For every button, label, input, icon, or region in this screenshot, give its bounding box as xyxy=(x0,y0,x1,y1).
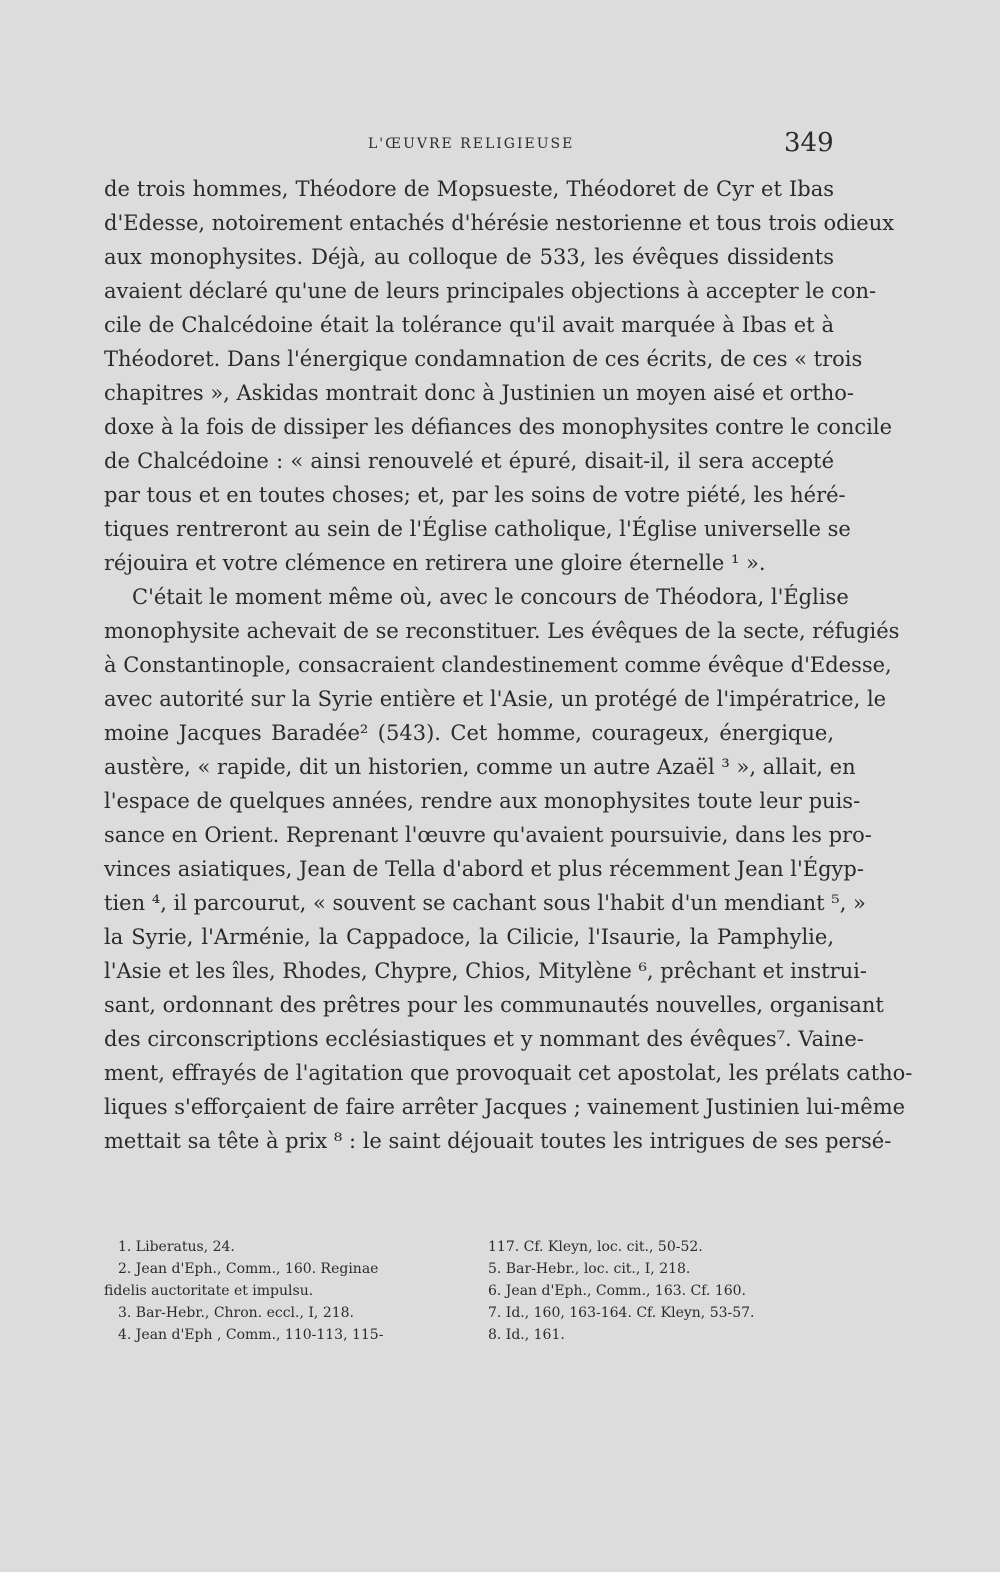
body-line: de trois hommes, Théodore de Mopsueste, Théodoret de Cyr et Ibas xyxy=(104,177,834,201)
body-line: réjouira et votre clémence en retirera une gloire éternelle ¹ ». xyxy=(104,551,766,575)
body-line: aux monophysites. Déjà, au colloque de 533, les évêques dissidents xyxy=(104,245,834,269)
body-line: chapitres », Askidas montrait donc à Justinien un moyen aisé et ortho- xyxy=(104,381,855,405)
footnote: 7. Id., 160, 163-164. Cf. Kleyn, 53-57. xyxy=(488,1305,755,1321)
body-line: à Constantinople, consacraient clandestinement comme évêque d'Edesse, xyxy=(104,653,892,677)
footnote: 2. Jean d'Eph., Comm., 160. Reginae xyxy=(118,1261,379,1277)
body-line: cile de Chalcédoine était la tolérance qu'il avait marquée à Ibas et à xyxy=(104,313,834,337)
body-line: C'était le moment même où, avec le concours de Théodora, l'Église xyxy=(132,585,849,609)
body-line: austère, « rapide, dit un historien, comme un autre Azaël ³ », allait, en xyxy=(104,755,856,779)
body-line: avec autorité sur la Syrie entière et l'Asie, un protégé de l'impératrice, le xyxy=(104,687,887,711)
body-line: d'Edesse, notoirement entachés d'hérésie nestorienne et tous trois odieux xyxy=(104,211,895,235)
body-line: avaient déclaré qu'une de leurs principales objections à accepter le con- xyxy=(104,279,877,303)
body-line: tien ⁴, il parcourut, « souvent se cachant sous l'habit d'un mendiant ⁵, » xyxy=(104,891,866,915)
page-number: 349 xyxy=(784,128,834,158)
body-line: sant, ordonnant des prêtres pour les communautés nouvelles, organisant xyxy=(104,993,884,1017)
body-line: ment, effrayés de l'agitation que provoquait cet apostolat, les prélats catho- xyxy=(104,1061,913,1085)
body-line: l'Asie et les îles, Rhodes, Chypre, Chios, Mitylène ⁶, prêchant et instrui- xyxy=(104,959,867,983)
body-line: vinces asiatiques, Jean de Tella d'abord et plus récemment Jean l'Égyp- xyxy=(104,857,864,881)
body-line: tiques rentreront au sein de l'Église catholique, l'Église universelle se xyxy=(104,517,851,541)
footnote: 6. Jean d'Eph., Comm., 163. Cf. 160. xyxy=(488,1283,747,1299)
body-line: par tous et en toutes choses; et, par les soins de votre piété, les héré- xyxy=(104,483,846,507)
footnote: 5. Bar-Hebr., loc. cit., I, 218. xyxy=(488,1261,691,1277)
body-line: doxe à la fois de dissiper les défiances des monophysites contre le concile xyxy=(104,415,893,439)
body-line: Théodoret. Dans l'énergique condamnation de ces écrits, de ces « trois xyxy=(104,347,863,371)
body-line: des circonscriptions ecclésiastiques et y nommant des évêques⁷. Vaine- xyxy=(104,1027,864,1051)
body-line: la Syrie, l'Arménie, la Cappadoce, la Cilicie, l'Isaurie, la Pamphylie, xyxy=(104,925,834,949)
body-line: mettait sa tête à prix ⁸ : le saint déjouait toutes les intrigues de ses persé- xyxy=(104,1129,892,1153)
footnote: 117. Cf. Kleyn, loc. cit., 50-52. xyxy=(488,1239,703,1255)
body-line: monophysite achevait de se reconstituer. Les évêques de la secte, réfugiés xyxy=(104,619,900,643)
body-line: l'espace de quelques années, rendre aux monophysites toute leur puis- xyxy=(104,789,861,813)
running-title: L'ŒUVRE RELIGIEUSE xyxy=(368,136,575,152)
footnote: 8. Id., 161. xyxy=(488,1327,565,1343)
footnote: fidelis auctoritate et impulsu. xyxy=(104,1283,314,1299)
body-line: moine Jacques Baradée² (543). Cet homme, courageux, énergique, xyxy=(104,721,834,745)
footnote: 3. Bar-Hebr., Chron. eccl., I, 218. xyxy=(118,1305,354,1321)
body-line: sance en Orient. Reprenant l'œuvre qu'avaient poursuivie, dans les pro- xyxy=(104,823,872,847)
body-line: liques s'efforçaient de faire arrêter Jacques ; vainement Justinien lui-même xyxy=(104,1095,906,1119)
footnote: 4. Jean d'Eph , Comm., 110-113, 115- xyxy=(118,1327,384,1343)
body-line: de Chalcédoine : « ainsi renouvelé et épuré, disait-il, il sera accepté xyxy=(104,449,834,473)
footnote: 1. Liberatus, 24. xyxy=(118,1239,235,1255)
